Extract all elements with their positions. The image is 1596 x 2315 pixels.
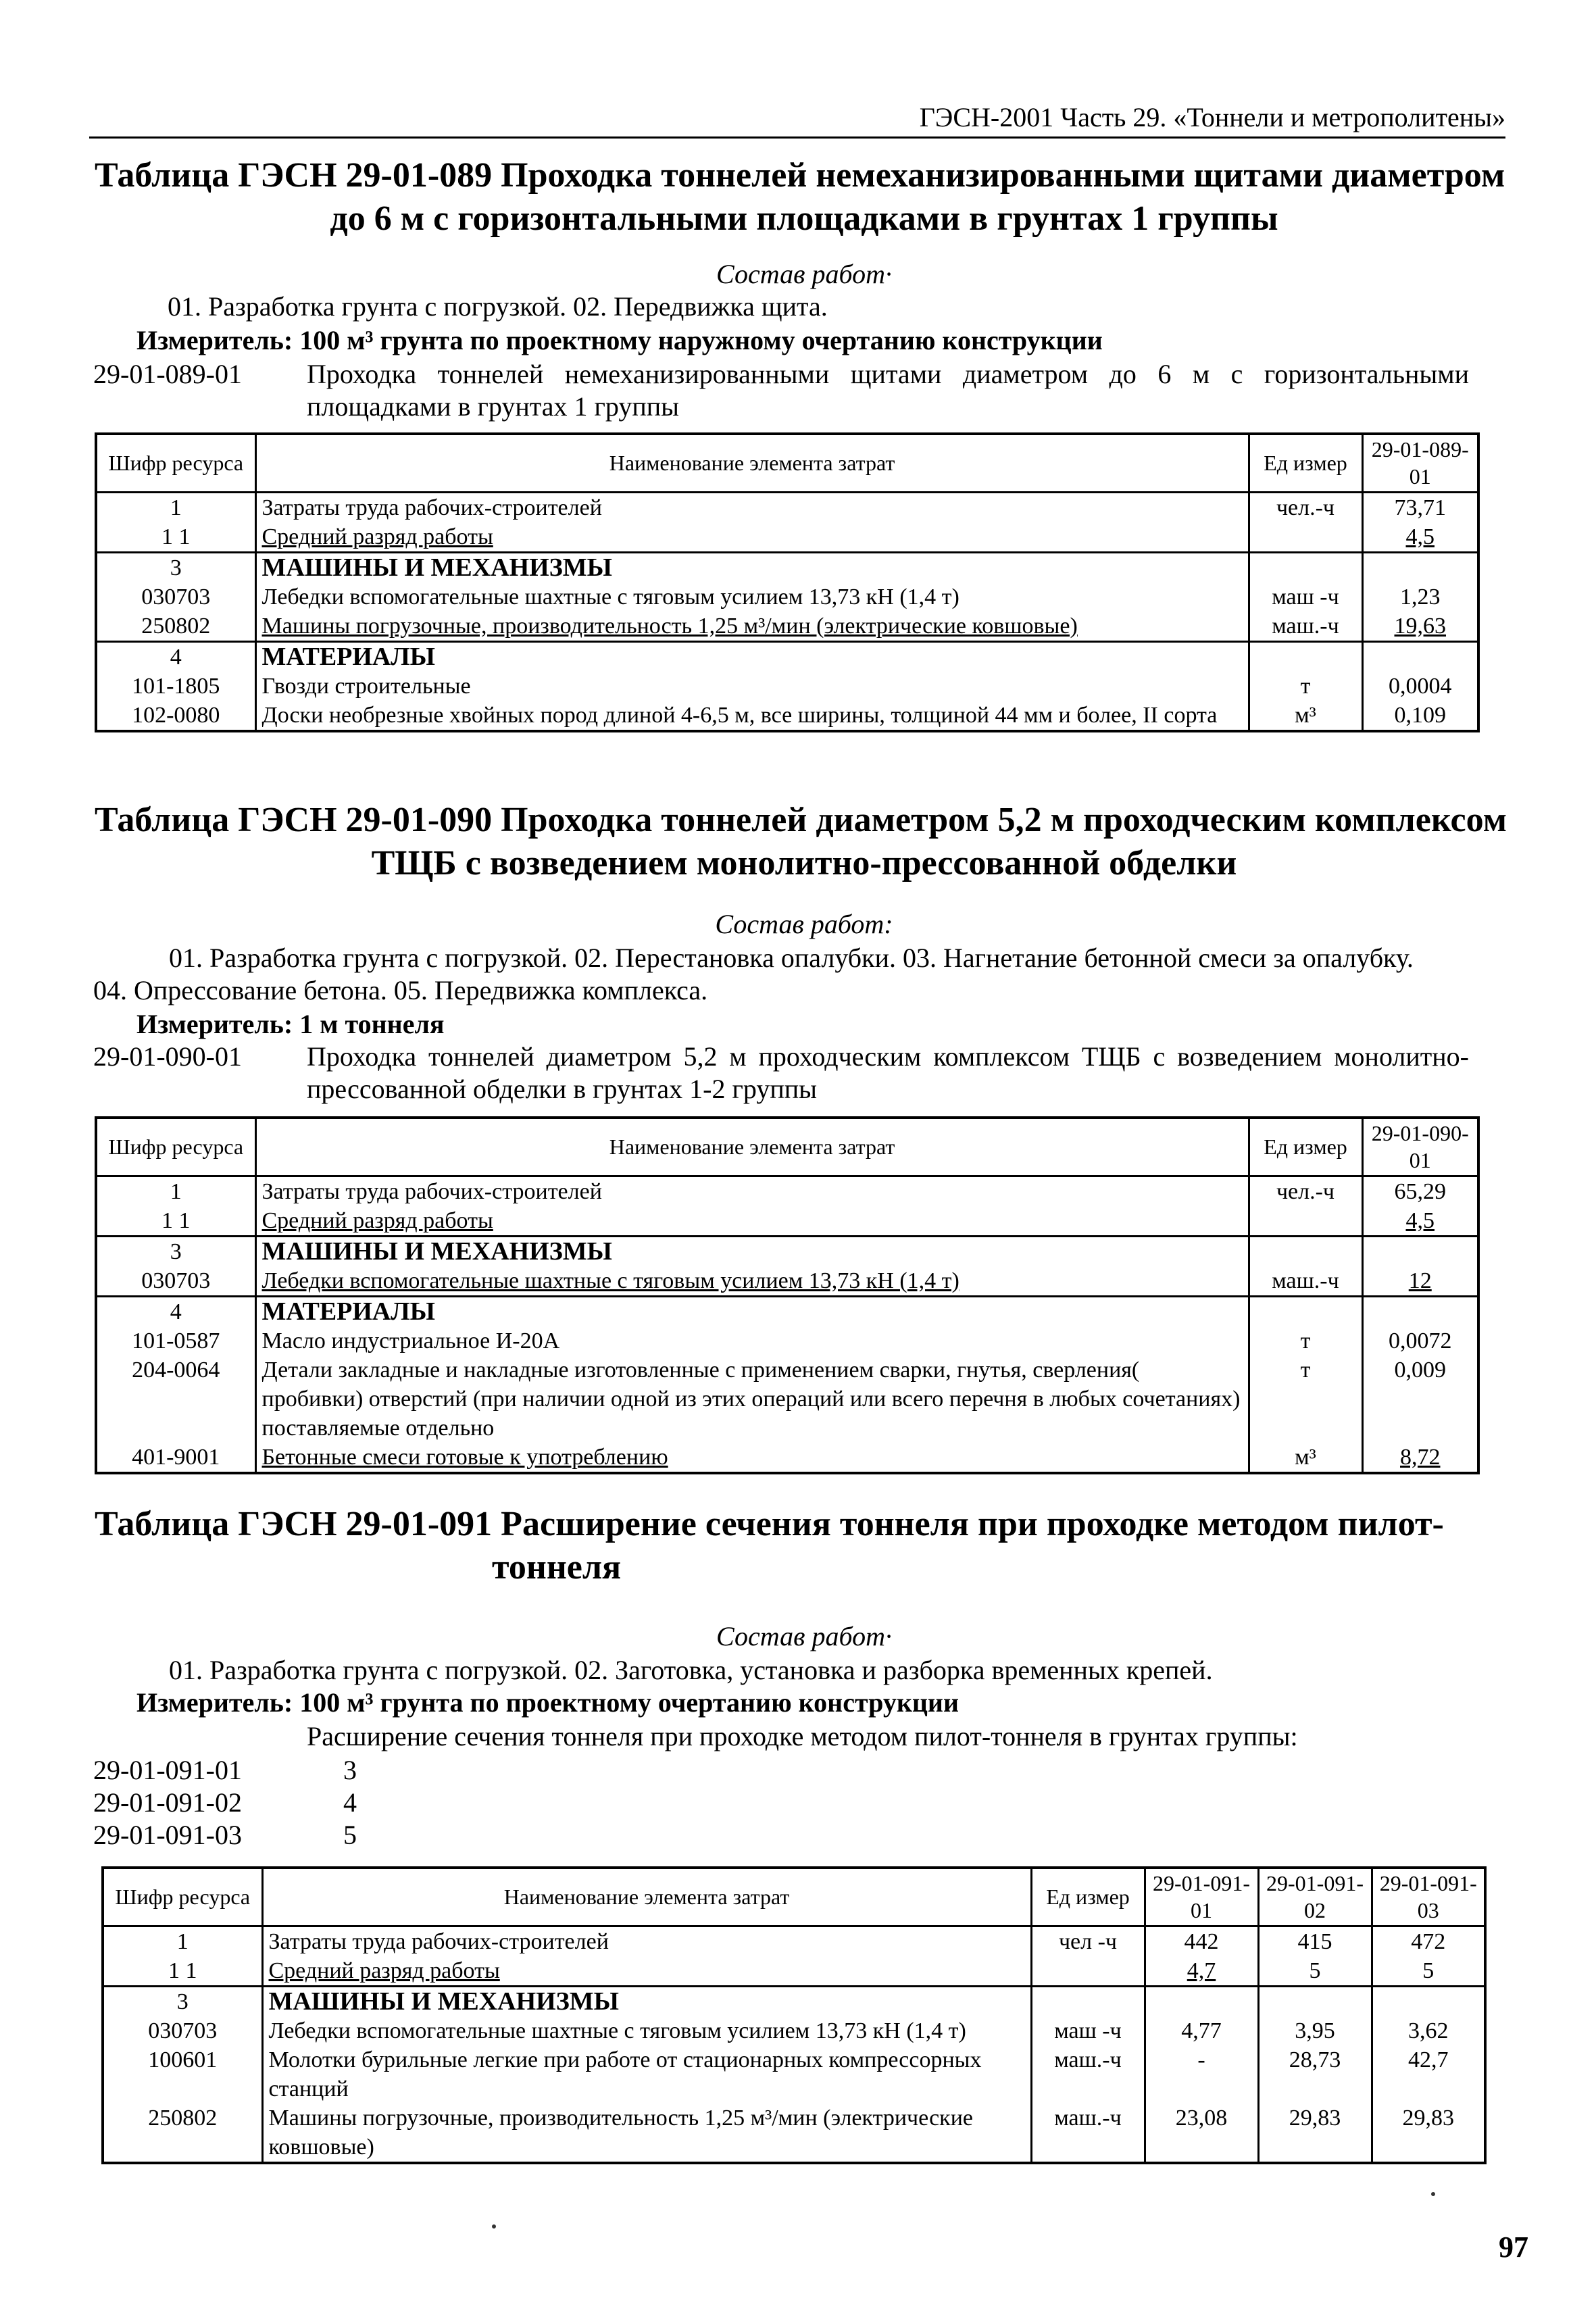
table-090-title xyxy=(95,799,1514,885)
col-name-header: Наименование элемента затрат xyxy=(255,1118,1249,1176)
table-row: 030703 Лебедки вспомогательные шахтные с тяговым усилием 13,73 кН (1,4 т) маш.-ч 12 xyxy=(96,1266,1478,1297)
table-row: 250802 Машины погрузочные, производительность 1,25 м³/мин (электрические ковшовые) маш.-ч 19,63 xyxy=(96,612,1478,642)
works-list-l1: 01. Разработка грунта с погрузкой. 02. Перестановка опалубки. 03. Нагнетание бетонной смеси за опалубку. xyxy=(169,943,1414,973)
izm-label: Измеритель: xyxy=(136,1687,293,1718)
norm-code: 29-01-090-01 xyxy=(93,1041,242,1072)
table-row: 3 МАШИНЫ И МЕХАНИЗМЫ xyxy=(96,552,1478,582)
table-row: 030703 Лебедки вспомогательные шахтные с тяговым усилием 13,73 кН (1,4 т) маш -ч 4,77 3,95 3,62 xyxy=(103,2016,1485,2045)
col-unit-header: Ед измер xyxy=(1249,1118,1362,1176)
col-value-header: 29-01-091-01 xyxy=(1145,1868,1258,1926)
table-row: 101-0587 Масло индустриальное И-20А т 0,0072 xyxy=(96,1326,1478,1355)
table-089-title xyxy=(95,154,1514,241)
izm-text: 100 м³ грунта по проектному очертанию конструкции xyxy=(299,1687,959,1718)
table-row: 100601 Молотки бурильные легкие при работе от стационарных компрессорных станций маш.-ч - 28,73 42,7 xyxy=(103,2045,1485,2104)
running-header xyxy=(89,101,1505,139)
col-name-header: Наименование элемента затрат xyxy=(255,434,1249,492)
izmeritel xyxy=(136,324,1103,357)
col-value-header: 29-01-091-03 xyxy=(1372,1868,1485,1926)
title-line-1: Таблица ГЭСН 29-01-089 Проходка тоннелей немеханизированными щитами диаметром xyxy=(95,156,1505,195)
izm-label: Измеритель: xyxy=(136,1009,293,1039)
table-row: 1 1 Средний разряд работы 4,5 xyxy=(96,1206,1478,1237)
norm-desc: Проходка тоннелей немеханизированными щитами диаметром до 6 м с горизонтальными площадками в грунтах 1 группы xyxy=(307,359,1469,422)
col-unit-header: Ед измер xyxy=(1031,1868,1145,1926)
table-row: 1 Затраты труда рабочих-строителей чел.-ч 65,29 xyxy=(96,1176,1478,1206)
table-091 xyxy=(101,1866,1487,2164)
scan-speck xyxy=(492,2224,496,2229)
table-row: 3 МАШИНЫ И МЕХАНИЗМЫ xyxy=(103,1986,1485,2016)
list-item: 29-01-091-02 4 xyxy=(93,1787,357,1818)
izm-text: 1 м тоннеля xyxy=(299,1009,445,1039)
works-list: 01. Разработка грунта с погрузкой. 02. Заготовка, установка и разборка временных крепей. xyxy=(169,1655,1213,1685)
page-number: 97 xyxy=(1499,2231,1528,2264)
col-name-header: Наименование элемента затрат xyxy=(262,1868,1031,1926)
title-line-1: Таблица ГЭСН 29-01-091 Расширение сечения тоннеля при проходке методом пилот- xyxy=(95,1505,1444,1543)
works-list: 01. Разработка грунта с погрузкой. 02. Передвижка щита. xyxy=(168,291,828,322)
norm-code: 29-01-089-01 xyxy=(93,359,242,389)
sostav-label: Состав работ: xyxy=(715,909,893,939)
col-value-header: 29-01-091-02 xyxy=(1258,1868,1372,1926)
col-value-header: 29-01-089-01 xyxy=(1362,434,1478,492)
norm-code-list xyxy=(93,1754,357,1851)
title-line-2: ТЩБ с возведением монолитно-прессованной обделки xyxy=(371,844,1237,882)
col-value-header: 29-01-090-01 xyxy=(1362,1118,1478,1176)
table-row: 4 МАТЕРИАЛЫ xyxy=(96,1296,1478,1326)
table-row: 102-0080 Доски необрезные хвойных пород длиной 4-6,5 м, все ширины, толщиной 44 мм и более, II сорта м³ 0,109 xyxy=(96,701,1478,731)
table-089 xyxy=(95,432,1480,732)
table-row: 1 1 Средний разряд работы 4,7 5 5 xyxy=(103,1956,1485,1987)
table-091-title xyxy=(95,1503,1514,1589)
izmeritel xyxy=(136,1008,445,1041)
list-item: 29-01-091-01 3 xyxy=(93,1755,357,1785)
norm-desc: Проходка тоннелей диаметром 5,2 м проходческим комплексом ТЩБ с возведением монолитно-прессованной обделки в грунтах 1-2 группы xyxy=(307,1041,1469,1104)
scan-speck xyxy=(1431,2192,1435,2196)
izmeritel xyxy=(136,1687,959,1719)
table-row: 3 МАШИНЫ И МЕХАНИЗМЫ xyxy=(96,1236,1478,1266)
table-row: 204-0064 Детали закладные и накладные изготовленные с применением сварки, гнутья, сверления( пробивки) отверстий (при наличии одной из этих операций или всего перечня в любых сочетаниях) поставляемые отдельно т 0,009 xyxy=(96,1355,1478,1443)
col-code-header: Шифр ресурса xyxy=(96,434,255,492)
works-list-l2: 04. Опрессование бетона. 05. Передвижка комплекса. xyxy=(93,975,708,1005)
sostav-label: Состав работ· xyxy=(716,259,892,289)
col-code-header: Шифр ресурса xyxy=(96,1118,255,1176)
table-row: 4 МАТЕРИАЛЫ xyxy=(96,641,1478,672)
sostav-label: Состав работ· xyxy=(716,1621,892,1651)
list-item: 29-01-091-03 5 xyxy=(93,1820,357,1850)
izm-label: Измеритель: xyxy=(136,325,293,355)
table-row: 1 1 Средний разряд работы 4,5 xyxy=(96,522,1478,553)
table-row: 030703 Лебедки вспомогательные шахтные с тяговым усилием 13,73 кН (1,4 т) маш -ч 1,23 xyxy=(96,582,1478,612)
table-090 xyxy=(95,1116,1480,1474)
title-line-2: до 6 м с горизонтальными площадками в грунтах 1 группы xyxy=(330,199,1278,238)
table-row: 401-9001 Бетонные смеси готовые к употреблению м³ 8,72 xyxy=(96,1443,1478,1473)
title-line-1: Таблица ГЭСН 29-01-090 Проходка тоннелей диаметром 5,2 м проходческим комплексом xyxy=(95,801,1507,839)
title-line-2: тоннеля xyxy=(492,1548,622,1587)
izm-text: 100 м³ грунта по проектному наружному очертанию конструкции xyxy=(299,325,1103,355)
header-text: ГЭСН-2001 Часть 29. «Тоннели и метрополитены» xyxy=(919,102,1505,132)
table-row: 1 Затраты труда рабочих-строителей чел.-ч 73,71 xyxy=(96,492,1478,522)
table-row: 101-1805 Гвозди строительные т 0,0004 xyxy=(96,672,1478,701)
table-row: 250802 Машины погрузочные, производительность 1,25 м³/мин (электрические ковшовые) маш.-ч 23,08 29,83 29,83 xyxy=(103,2104,1485,2163)
col-code-header: Шифр ресурса xyxy=(103,1868,262,1926)
table-row: 1 Затраты труда рабочих-строителей чел -ч 442 415 472 xyxy=(103,1926,1485,1956)
groups-intro: Расширение сечения тоннеля при проходке методом пилот-тоннеля в грунтах группы: xyxy=(307,1721,1298,1751)
col-unit-header: Ед измер xyxy=(1249,434,1362,492)
